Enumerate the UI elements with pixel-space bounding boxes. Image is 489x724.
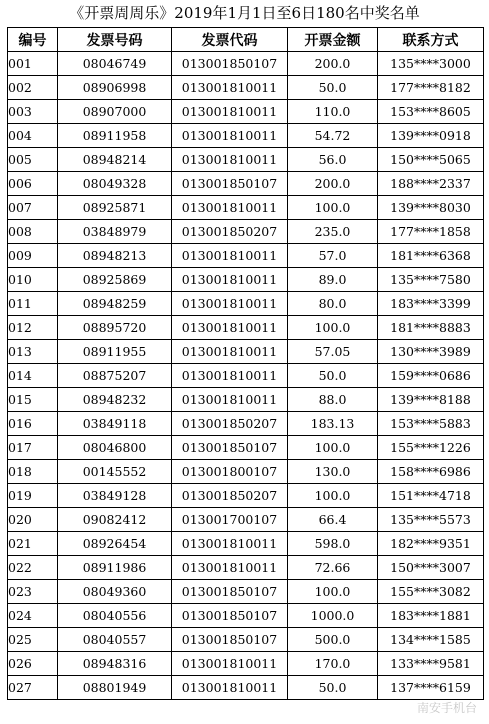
invoice-amount: 57.05	[288, 340, 378, 364]
contact-phone: 133****9581	[378, 652, 484, 676]
table-row	[8, 436, 484, 460]
contact-phone: 182****9351	[378, 532, 484, 556]
header-amount: 开票金额	[288, 28, 378, 52]
entry-number: 016	[8, 412, 58, 436]
contact-phone: 139****8030	[378, 196, 484, 220]
invoice-code: 013001850107	[172, 436, 288, 460]
contact-phone: 181****8883	[378, 316, 484, 340]
contact-phone: 150****5065	[378, 148, 484, 172]
table-row	[8, 100, 484, 124]
invoice-amount: 54.72	[288, 124, 378, 148]
invoice-code: 013001810011	[172, 196, 288, 220]
invoice-number: 08906998	[58, 76, 172, 100]
table-body	[8, 52, 484, 700]
invoice-amount: 200.0	[288, 172, 378, 196]
table-row	[8, 268, 484, 292]
table-row	[8, 628, 484, 652]
entry-number: 005	[8, 148, 58, 172]
table-row	[8, 652, 484, 676]
table-row	[8, 412, 484, 436]
contact-phone: 134****1585	[378, 628, 484, 652]
invoice-code: 013001850207	[172, 412, 288, 436]
table-row	[8, 340, 484, 364]
invoice-number: 09082412	[58, 508, 172, 532]
entry-number: 006	[8, 172, 58, 196]
entry-number: 014	[8, 364, 58, 388]
entry-number: 021	[8, 532, 58, 556]
table-row	[8, 172, 484, 196]
contact-phone: 150****3007	[378, 556, 484, 580]
entry-number: 022	[8, 556, 58, 580]
entry-number: 010	[8, 268, 58, 292]
contact-phone: 153****5883	[378, 412, 484, 436]
invoice-amount: 50.0	[288, 676, 378, 700]
invoice-number: 08049328	[58, 172, 172, 196]
entry-number: 011	[8, 292, 58, 316]
invoice-number: 08948316	[58, 652, 172, 676]
contact-phone: 181****6368	[378, 244, 484, 268]
invoice-code: 013001850207	[172, 484, 288, 508]
invoice-amount: 235.0	[288, 220, 378, 244]
contact-phone: 135****5573	[378, 508, 484, 532]
invoice-code: 013001810011	[172, 292, 288, 316]
invoice-number: 08948232	[58, 388, 172, 412]
invoice-code: 013001850107	[172, 172, 288, 196]
contact-phone: 155****1226	[378, 436, 484, 460]
invoice-amount: 100.0	[288, 436, 378, 460]
contact-phone: 158****6986	[378, 460, 484, 484]
invoice-code: 013001810011	[172, 652, 288, 676]
invoice-number: 08911958	[58, 124, 172, 148]
contact-phone: 183****1881	[378, 604, 484, 628]
invoice-code: 013001810011	[172, 100, 288, 124]
table-row	[8, 532, 484, 556]
invoice-amount: 100.0	[288, 316, 378, 340]
invoice-number: 08046800	[58, 436, 172, 460]
contact-phone: 155****3082	[378, 580, 484, 604]
invoice-code: 013001810011	[172, 244, 288, 268]
invoice-code: 013001810011	[172, 364, 288, 388]
invoice-amount: 183.13	[288, 412, 378, 436]
invoice-number: 08948214	[58, 148, 172, 172]
invoice-number: 08907000	[58, 100, 172, 124]
invoice-code: 013001800107	[172, 460, 288, 484]
invoice-amount: 100.0	[288, 196, 378, 220]
entry-number: 019	[8, 484, 58, 508]
invoice-amount: 66.4	[288, 508, 378, 532]
watermark: 南安手机台	[416, 701, 477, 715]
invoice-amount: 100.0	[288, 484, 378, 508]
contact-phone: 135****3000	[378, 52, 484, 76]
entry-number: 026	[8, 652, 58, 676]
contact-phone: 151****4718	[378, 484, 484, 508]
invoice-code: 013001850107	[172, 628, 288, 652]
table-row	[8, 148, 484, 172]
invoice-number: 08925869	[58, 268, 172, 292]
entry-number: 013	[8, 340, 58, 364]
invoice-amount: 110.0	[288, 100, 378, 124]
entry-number: 027	[8, 676, 58, 700]
invoice-number: 03849128	[58, 484, 172, 508]
invoice-number: 08801949	[58, 676, 172, 700]
contact-phone: 139****8188	[378, 388, 484, 412]
invoice-code: 013001810011	[172, 556, 288, 580]
invoice-amount: 80.0	[288, 292, 378, 316]
table-row	[8, 196, 484, 220]
entry-number: 017	[8, 436, 58, 460]
invoice-number: 03849118	[58, 412, 172, 436]
table-row	[8, 124, 484, 148]
table-row	[8, 244, 484, 268]
contact-phone: 135****7580	[378, 268, 484, 292]
contact-phone: 177****1858	[378, 220, 484, 244]
invoice-amount: 130.0	[288, 460, 378, 484]
entry-number: 008	[8, 220, 58, 244]
invoice-amount: 500.0	[288, 628, 378, 652]
invoice-number: 08040557	[58, 628, 172, 652]
entry-number: 023	[8, 580, 58, 604]
invoice-number: 08911986	[58, 556, 172, 580]
table-row	[8, 76, 484, 100]
table-row	[8, 388, 484, 412]
contact-phone: 139****0918	[378, 124, 484, 148]
table-header-row	[8, 28, 484, 52]
entry-number: 009	[8, 244, 58, 268]
entry-number: 007	[8, 196, 58, 220]
invoice-code: 013001810011	[172, 340, 288, 364]
table-row	[8, 484, 484, 508]
entry-number: 003	[8, 100, 58, 124]
invoice-amount: 88.0	[288, 388, 378, 412]
invoice-amount: 170.0	[288, 652, 378, 676]
table-row	[8, 604, 484, 628]
invoice-number: 08926454	[58, 532, 172, 556]
invoice-amount: 50.0	[288, 364, 378, 388]
entry-number: 015	[8, 388, 58, 412]
invoice-amount: 100.0	[288, 580, 378, 604]
table-row	[8, 220, 484, 244]
invoice-amount: 56.0	[288, 148, 378, 172]
invoice-amount: 200.0	[288, 52, 378, 76]
invoice-number: 08911955	[58, 340, 172, 364]
invoice-code: 013001810011	[172, 148, 288, 172]
contact-phone: 183****3399	[378, 292, 484, 316]
invoice-code: 013001850107	[172, 580, 288, 604]
table-row	[8, 580, 484, 604]
entry-number: 001	[8, 52, 58, 76]
table-row	[8, 316, 484, 340]
invoice-code: 013001850107	[172, 52, 288, 76]
contact-phone: 159****0686	[378, 364, 484, 388]
invoice-code: 013001810011	[172, 532, 288, 556]
contact-phone: 177****8182	[378, 76, 484, 100]
invoice-number: 03848979	[58, 220, 172, 244]
invoice-code: 013001810011	[172, 676, 288, 700]
invoice-code: 013001810011	[172, 268, 288, 292]
header-number: 编号	[8, 28, 58, 52]
invoice-number: 08948213	[58, 244, 172, 268]
invoice-number: 08875207	[58, 364, 172, 388]
invoice-code: 013001850107	[172, 604, 288, 628]
entry-number: 012	[8, 316, 58, 340]
invoice-number: 08040556	[58, 604, 172, 628]
invoice-amount: 89.0	[288, 268, 378, 292]
invoice-amount: 1000.0	[288, 604, 378, 628]
entry-number: 002	[8, 76, 58, 100]
invoice-code: 013001700107	[172, 508, 288, 532]
entry-number: 025	[8, 628, 58, 652]
invoice-code: 013001810011	[172, 388, 288, 412]
contact-phone: 188****2337	[378, 172, 484, 196]
table-row	[8, 364, 484, 388]
invoice-code: 013001810011	[172, 124, 288, 148]
table-row	[8, 52, 484, 76]
header-invoice-number: 发票号码	[58, 28, 172, 52]
table-row	[8, 460, 484, 484]
invoice-amount: 598.0	[288, 532, 378, 556]
entry-number: 024	[8, 604, 58, 628]
invoice-number: 08948259	[58, 292, 172, 316]
invoice-number: 00145552	[58, 460, 172, 484]
invoice-amount: 50.0	[288, 76, 378, 100]
winners-table	[7, 27, 484, 700]
contact-phone: 130****3989	[378, 340, 484, 364]
table-row	[8, 676, 484, 700]
page-title: 《开票周周乐》2019年1月1日至6日180名中奖名单	[69, 4, 420, 22]
table-row	[8, 292, 484, 316]
invoice-code: 013001850207	[172, 220, 288, 244]
table-row	[8, 556, 484, 580]
invoice-number: 08925871	[58, 196, 172, 220]
invoice-code: 013001810011	[172, 316, 288, 340]
entry-number: 018	[8, 460, 58, 484]
invoice-number: 08895720	[58, 316, 172, 340]
entry-number: 020	[8, 508, 58, 532]
header-invoice-code: 发票代码	[172, 28, 288, 52]
invoice-amount: 72.66	[288, 556, 378, 580]
invoice-number: 08049360	[58, 580, 172, 604]
entry-number: 004	[8, 124, 58, 148]
contact-phone: 153****8605	[378, 100, 484, 124]
header-contact: 联系方式	[378, 28, 484, 52]
contact-phone: 137****6159	[378, 676, 484, 700]
invoice-amount: 57.0	[288, 244, 378, 268]
invoice-code: 013001810011	[172, 76, 288, 100]
table-row	[8, 508, 484, 532]
invoice-number: 08046749	[58, 52, 172, 76]
